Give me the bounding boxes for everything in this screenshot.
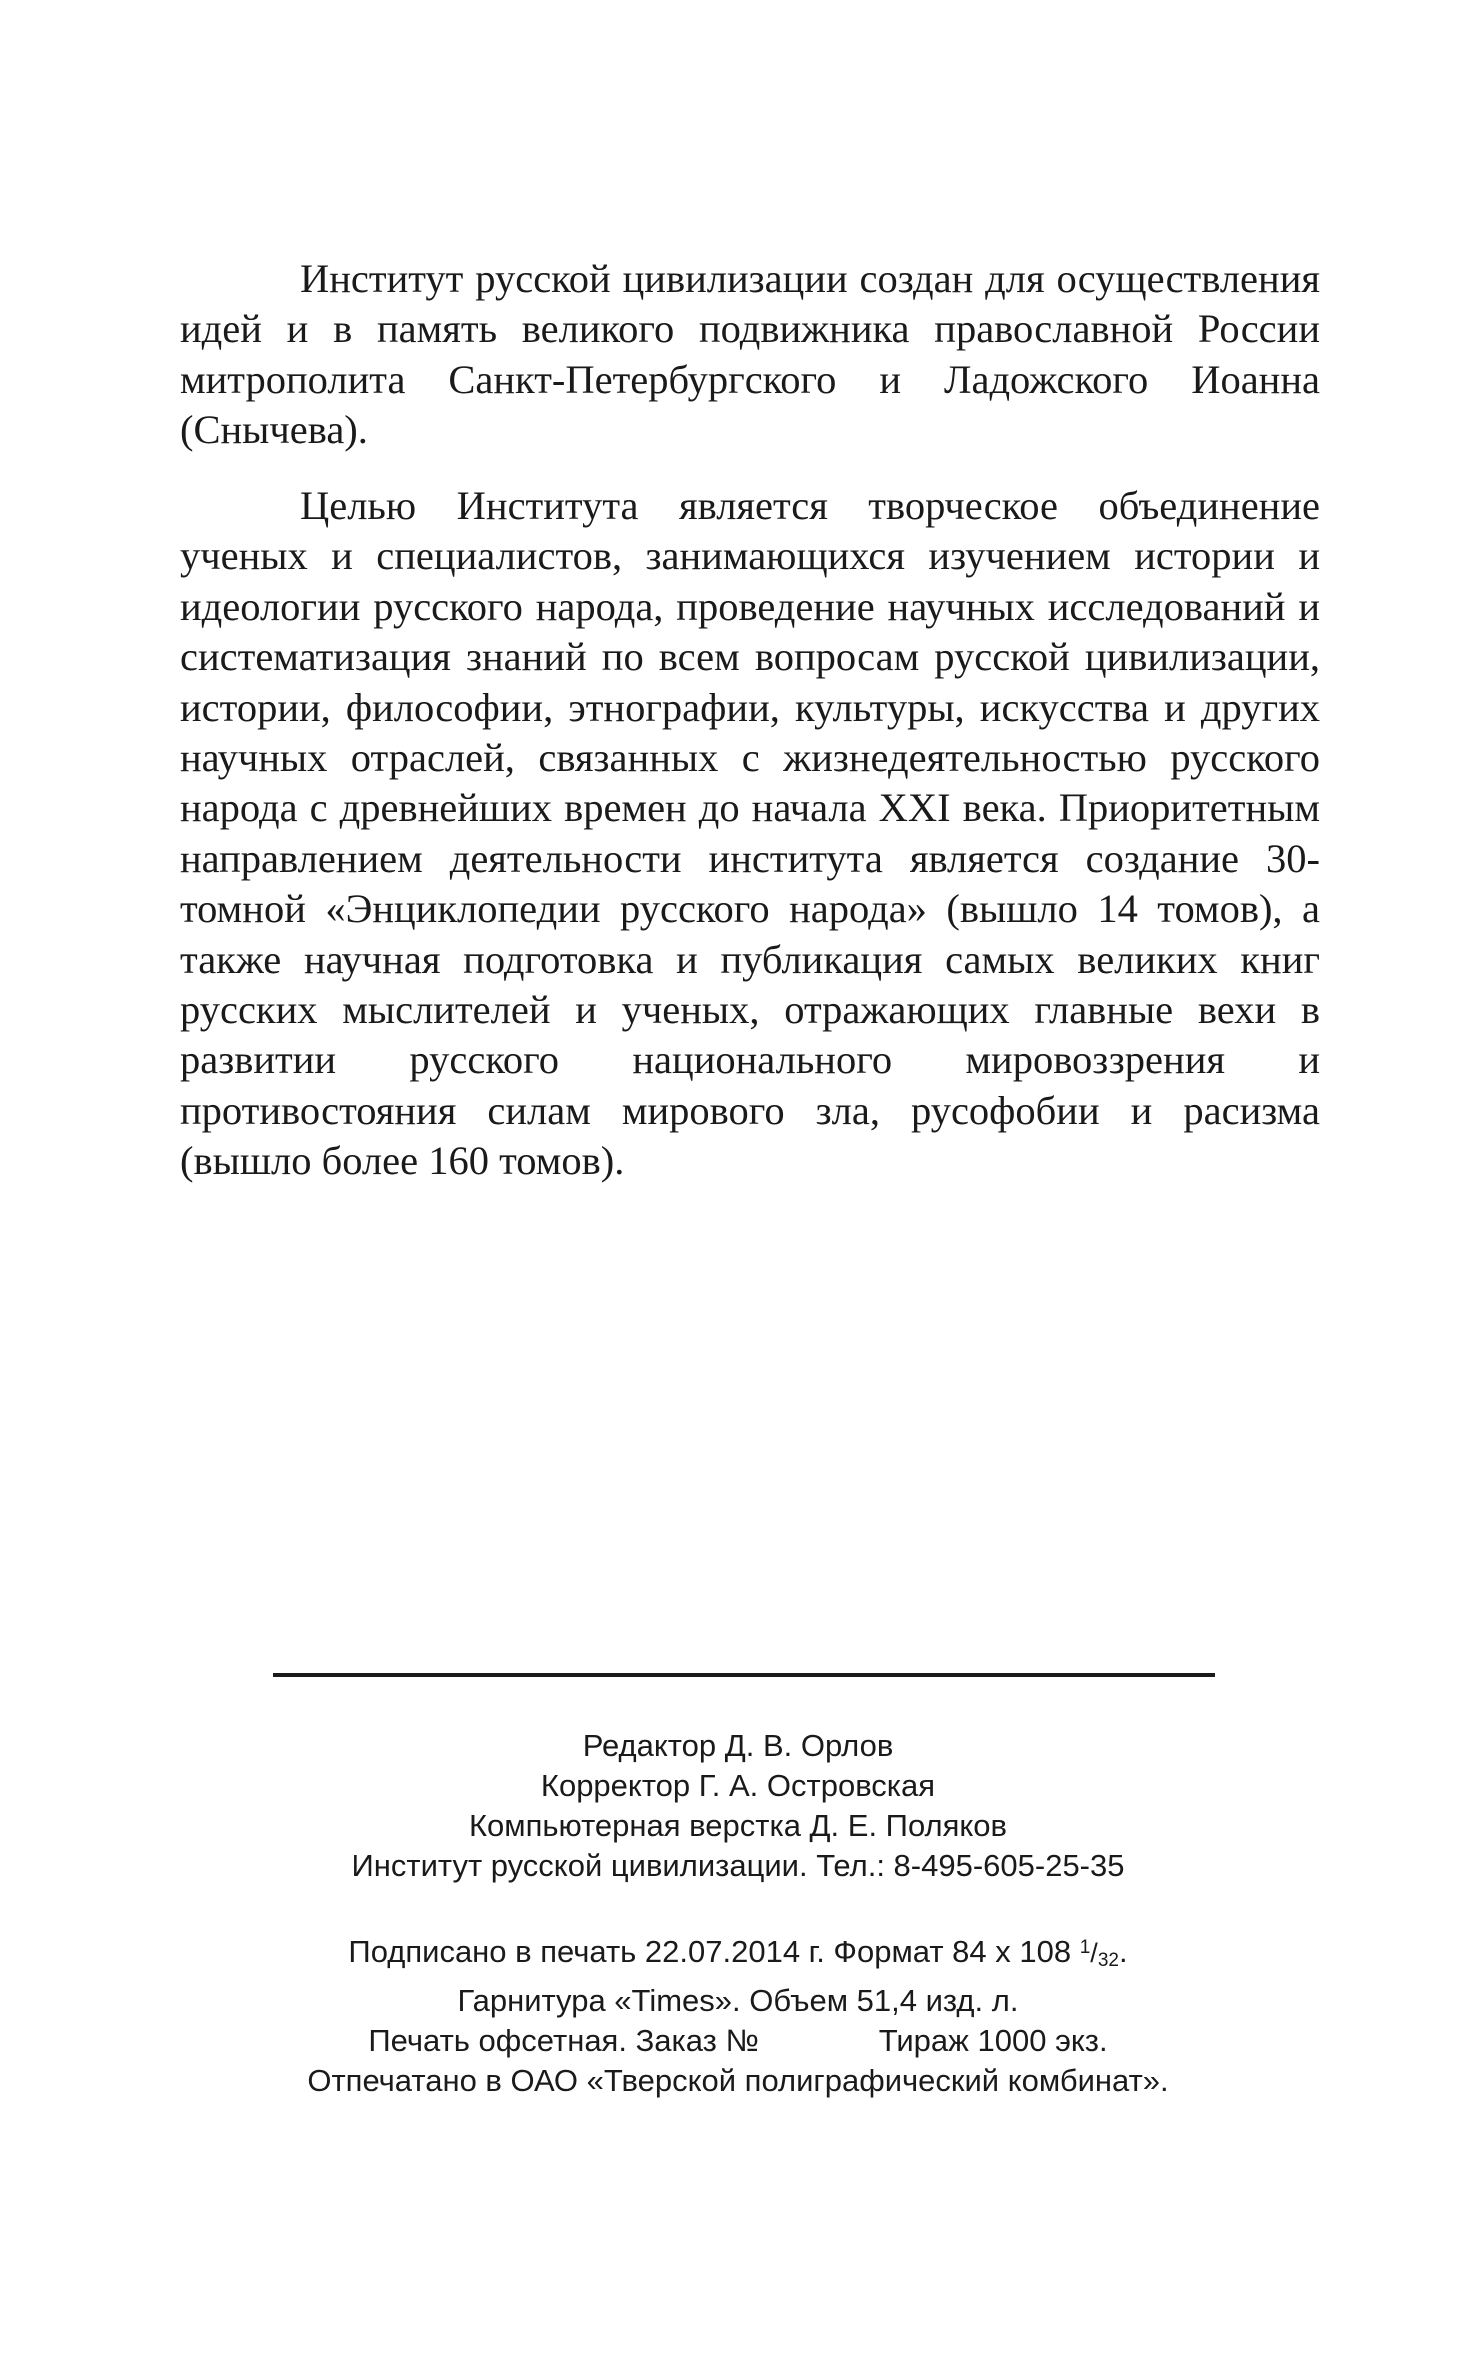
- format-numerator: 1: [1079, 1937, 1091, 1958]
- about-institute-paragraph: [180, 254, 1320, 456]
- institute-goal-paragraph: [180, 481, 1320, 1187]
- printing-line: [0, 2021, 1476, 2061]
- circulation-text: Тираж 1000 экз.: [878, 2023, 1108, 2058]
- format-end: .: [1118, 1934, 1128, 1969]
- institute-phone-line: Институт русской цивилизации. Тел.: 8-495-605-25-35: [351, 1848, 1125, 1883]
- typeface-line: Гарнитура «Times». Объем 51,4 изд. л.: [457, 1983, 1019, 2018]
- separator-rule: [273, 1673, 1215, 1677]
- order-text: Печать офсетная. Заказ №: [368, 2023, 759, 2058]
- proofreader-line: Корректор Г. А. Островская: [540, 1768, 936, 1803]
- signed-to-print-line: [0, 1928, 1476, 1981]
- paragraph-text: Институт русской цивилизации создан для осуществления идей и в память великого подвижника православной России митрополита Санкт-Петербургского и Ладожского Иоанна (Снычева).: [180, 256, 1320, 453]
- format-slash: /: [1090, 1938, 1098, 1968]
- print-info-block: [0, 1928, 1476, 2101]
- signed-text: Подписано в печать 22.07.2014 г. Формат 84 х 108: [348, 1934, 1072, 1969]
- credits-block: [0, 1726, 1476, 1886]
- printed-at-line: Отпечатано в ОАО «Тверской полиграфический комбинат».: [307, 2063, 1169, 2098]
- editor-line: Редактор Д. В. Орлов: [582, 1728, 894, 1763]
- paragraph-text: Целью Института является творческое объединение ученых и специалистов, занимающихся изучением истории и идеологии русского народа, проведение научных исследований и систематизация знаний по всем вопросам русской цивилизации, истории, философии, этнографии, культуры, искусства и других научных отраслей, связанных с жизнедеятельностью русского народа с древнейших времен до начала XXI века. Приоритетным направлением деятельности института является создание 30-томной «Энциклопедии русского народа» (вышло 14 томов), а также научная подготовка и публикация самых великих книг русских мыслителей и ученых, отражающих главные вехи в развитии русского национального мировоззрения и противостояния силам мирового зла, русофобии и расизма (вышло более 160 томов).: [180, 483, 1320, 1184]
- layout-line: Компьютерная верстка Д. Е. Поляков: [468, 1808, 1008, 1843]
- format-denominator: 32: [1097, 1950, 1119, 1971]
